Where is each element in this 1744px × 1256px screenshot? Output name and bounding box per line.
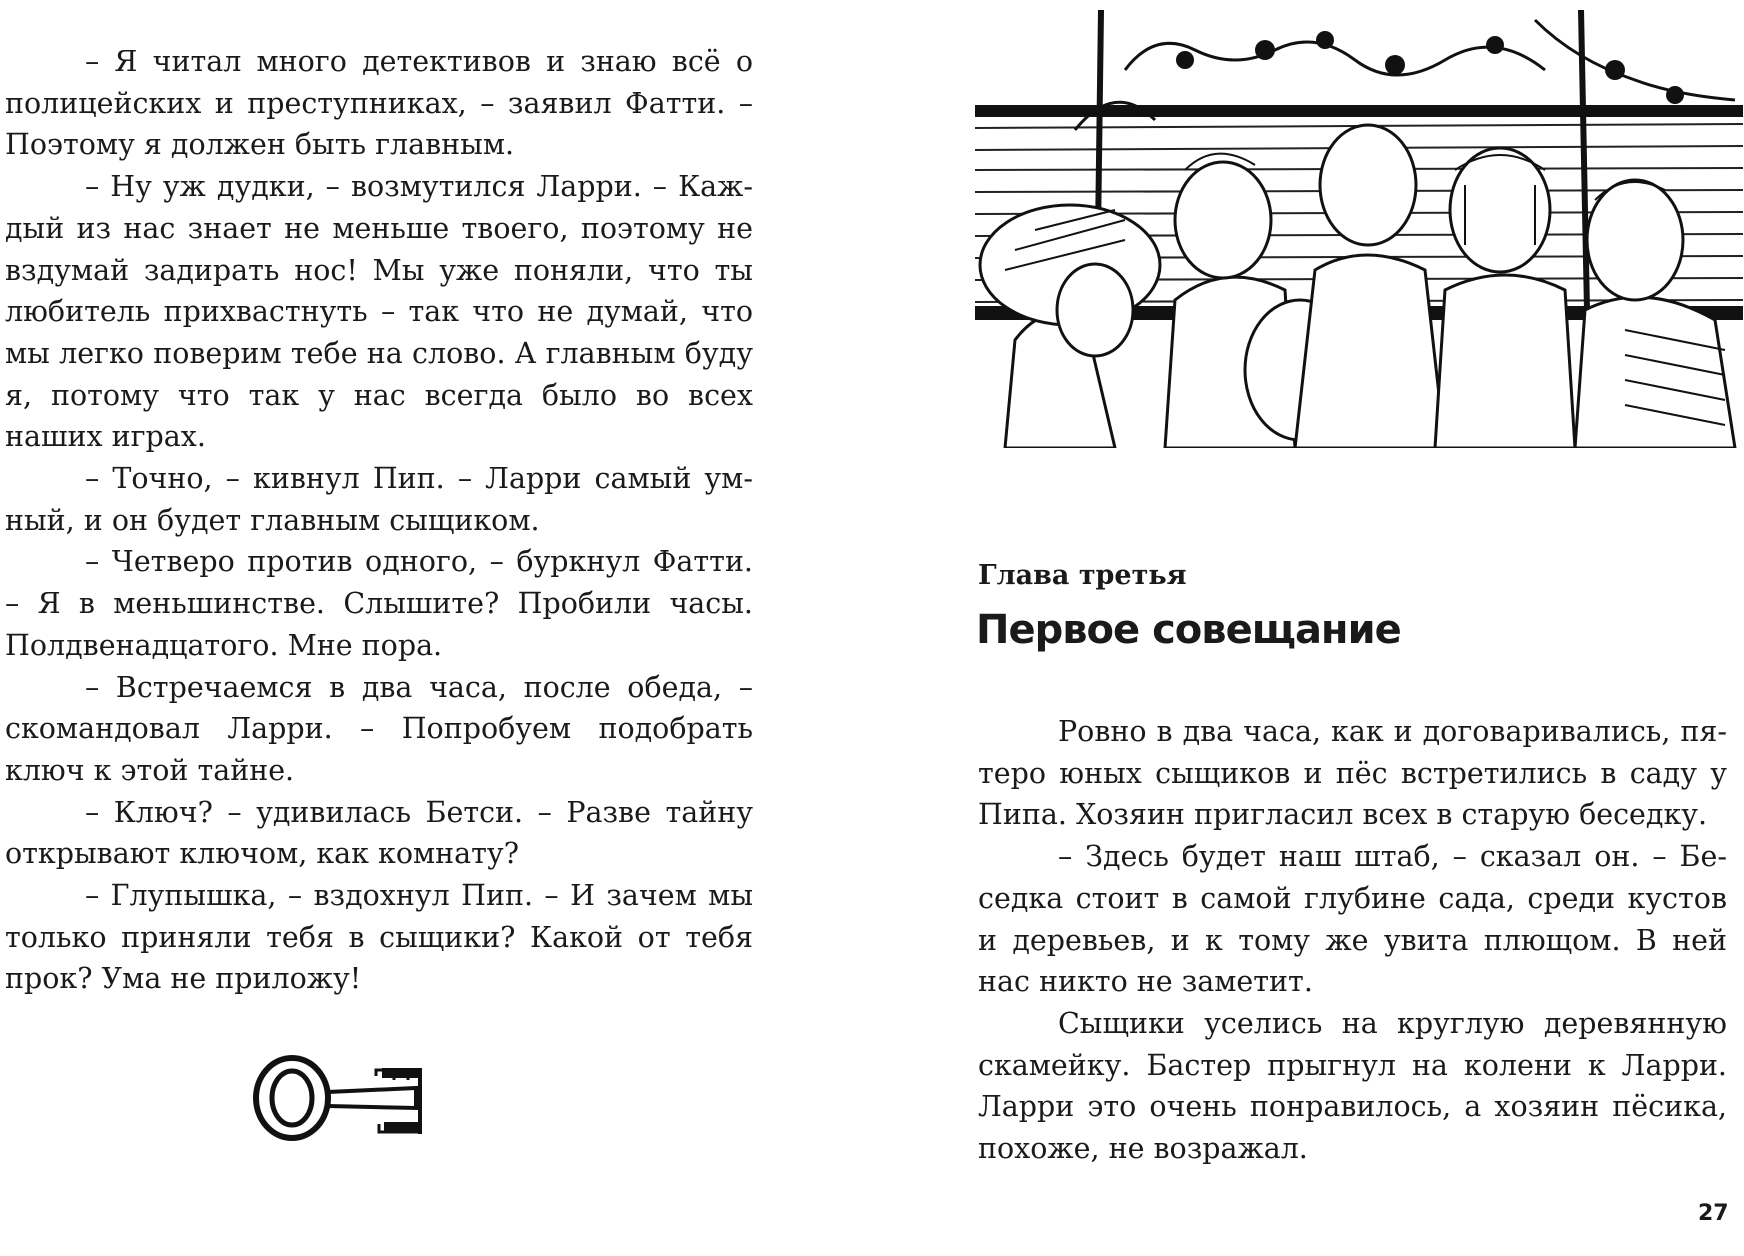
- paragraph: – Глупышка, – вздохнул Пип. – И зачем мы только приняли тебя в сыщики? Какой от тебя прок? Ума не приложу!: [5, 879, 753, 996]
- right-page: [872, 0, 1744, 1256]
- left-page-text: [5, 41, 753, 1000]
- paragraph: – Здесь будет наш штаб, – сказал он. – Беседка стоит в самой глубине сада, среди кустов и деревьев, и к тому же увита плющом. В ней нас никто не заметит.: [978, 840, 1727, 999]
- page-number: 27: [1698, 1201, 1729, 1226]
- paragraph: – Встречаемся в два часа, после обеда, – скомандовал Ларри. – Попробуем подобрать ключ к этой тайне.: [5, 670, 753, 787]
- key-illustration-icon: [244, 1040, 474, 1160]
- chapter-label: Глава третья: [978, 560, 1187, 591]
- paragraph: – Точно, – кивнул Пип. – Ларри самый умный, и он будет главным сыщиком.: [5, 462, 753, 537]
- paragraph: – Я читал много детективов и знаю всё о полицейских и преступниках, – заявил Фатти. – Поэтому я должен быть главным.: [5, 45, 753, 162]
- paragraph: – Четверо против одного, – буркнул Фатти. – Я в меньшинстве. Слышите? Пробили часы. Полдвенадцатого. Мне пора.: [5, 545, 753, 662]
- paragraph: – Ключ? – удивилась Бетси. – Разве тайну открывают ключом, как комнату?: [5, 795, 753, 871]
- paragraph: Ровно в два часа, как и договаривались, пятеро юных сыщиков и пёс встретились в саду у Пипа. Хозяин пригласил всех в старую беседку.: [978, 715, 1727, 832]
- paragraph: Сыщики уселись на круглую деревянную скамейку. Бастер прыгнул на колени к Ларри. Ларри это очень понравилось, а хозяин пёсика, похоже, не возражал.: [978, 1006, 1727, 1166]
- paragraph: – Ну уж дудки, – возмутился Ларри. – Каждый из нас знает не меньше твоего, поэтому не вздумай задирать нос! Мы уже поняли, что ты любитель прихвастнуть – так что не думай, что мы легко поверим тебе на слово. А главным буду я, потому что так у нас всегда было во всех наших играх.: [5, 170, 753, 454]
- right-page-text: [978, 711, 1727, 1170]
- chapter-title: Первое совещание: [976, 607, 1401, 653]
- children-illustration-icon: [975, 10, 1743, 448]
